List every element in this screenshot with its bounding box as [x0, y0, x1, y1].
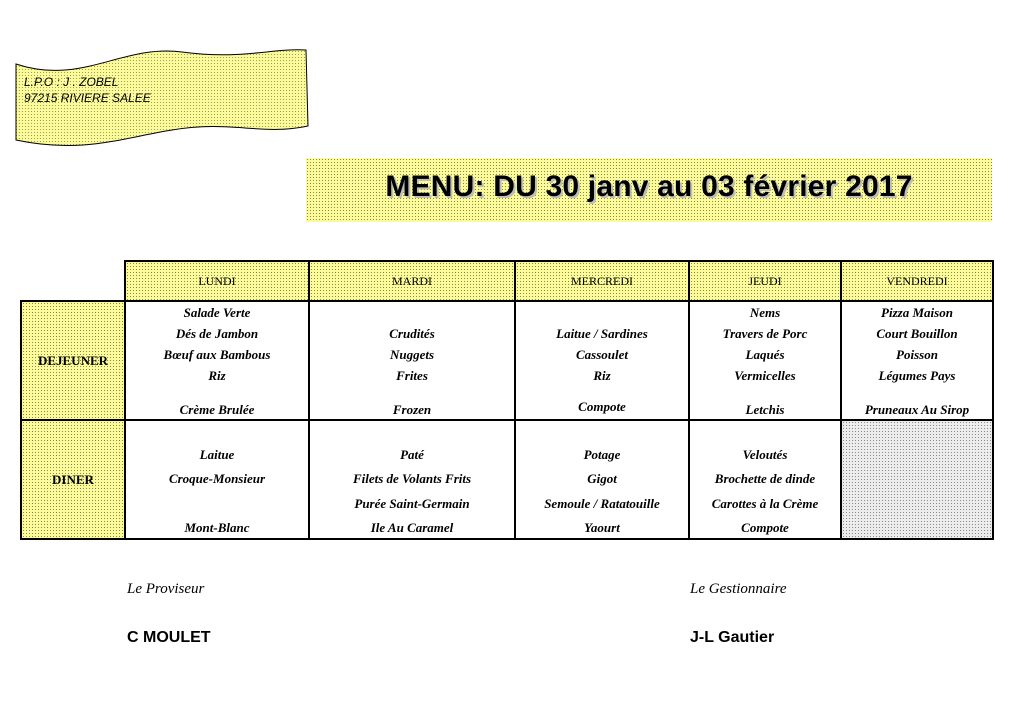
dish: Crème Brulée — [179, 402, 255, 417]
dish: Nuggets — [389, 347, 435, 362]
dish: Semoule / Ratatouille — [544, 496, 660, 511]
dejeuner-lundi — [125, 301, 309, 420]
dish: Purée Saint-Germain — [354, 496, 470, 511]
dish: Bœuf aux Bambous — [163, 347, 271, 362]
dish: Compote — [741, 520, 789, 535]
dejeuner-mardi — [309, 301, 515, 420]
dish: Travers de Porc — [722, 326, 808, 341]
dish: Potage — [583, 447, 621, 462]
dish: Vermicelles — [734, 368, 796, 383]
row-label-dejeuner: DEJEUNER — [21, 301, 125, 420]
diner-lundi — [125, 420, 309, 539]
dish: Légumes Pays — [878, 368, 956, 383]
dish: Gigot — [587, 471, 617, 486]
dish: Salade Verte — [183, 305, 251, 320]
day-jeudi: JEUDI — [689, 261, 841, 301]
menu-table — [20, 260, 994, 540]
day-mardi: MARDI — [309, 261, 515, 301]
dish: Pruneaux Au Sirop — [864, 402, 970, 417]
day-lundi: LUNDI — [125, 261, 309, 301]
dish: Frites — [396, 368, 428, 383]
dejeuner-vendredi — [841, 301, 993, 420]
dish: Filets de Volants Frits — [352, 471, 472, 486]
row-label-diner: DINER — [21, 420, 125, 539]
dish: Court Bouillon — [876, 326, 958, 341]
signature-label-gestionnaire: Le Gestionnaire — [690, 581, 787, 597]
day-vendredi: VENDREDI — [841, 261, 993, 301]
menu-title: MENU: DU 30 janv au 03 février 2017 — [385, 170, 913, 203]
dish: Laitue / Sardines — [556, 326, 648, 341]
dish: Poisson — [896, 347, 938, 362]
dish: Yaourt — [584, 520, 620, 535]
day-mercredi: MERCREDI — [515, 261, 689, 301]
dish: Laqués — [745, 347, 785, 362]
dish: Pizza Maison — [881, 305, 953, 320]
dish: Mont-Blanc — [184, 520, 250, 535]
dejeuner-mercredi — [515, 301, 689, 420]
dish: Frozen — [392, 402, 432, 417]
dish: Brochette de dinde — [714, 471, 816, 486]
dejeuner-jeudi — [689, 301, 841, 420]
school-address: 97215 RIVIERE SALEE — [24, 91, 151, 105]
dejeuner-row — [21, 301, 993, 420]
dish: Dés de Jambon — [175, 326, 259, 341]
dish: Compote — [578, 399, 626, 414]
diner-row — [21, 420, 993, 539]
dish: Crudités — [389, 326, 435, 341]
dish: Cassoulet — [575, 347, 628, 362]
dish: Paté — [400, 447, 424, 462]
diner-mardi — [309, 420, 515, 539]
diner-vendredi-empty — [841, 420, 993, 539]
dish: Carottes à la Crème — [711, 496, 819, 511]
title-box — [306, 158, 992, 222]
dish: Ile Au Caramel — [370, 520, 454, 535]
signature-label-proviseur: Le Proviseur — [127, 581, 205, 597]
dish: Riz — [593, 368, 611, 383]
school-name: L.P.O : J . ZOBEL — [24, 75, 119, 89]
dish: Letchis — [745, 402, 785, 417]
diner-mercredi — [515, 420, 689, 539]
dish: Veloutés — [742, 447, 788, 462]
dish: Laitue — [199, 447, 235, 462]
school-info — [24, 74, 151, 106]
corner-cell — [21, 261, 125, 301]
dish: Nems — [749, 305, 781, 320]
dish: Riz — [208, 368, 226, 383]
dish: Croque-Monsieur — [168, 471, 266, 486]
signature-name-gestionnaire: J-L Gautier — [690, 629, 775, 646]
day-header-row — [21, 261, 993, 301]
diner-jeudi — [689, 420, 841, 539]
signature-name-proviseur: C MOULET — [127, 629, 211, 646]
